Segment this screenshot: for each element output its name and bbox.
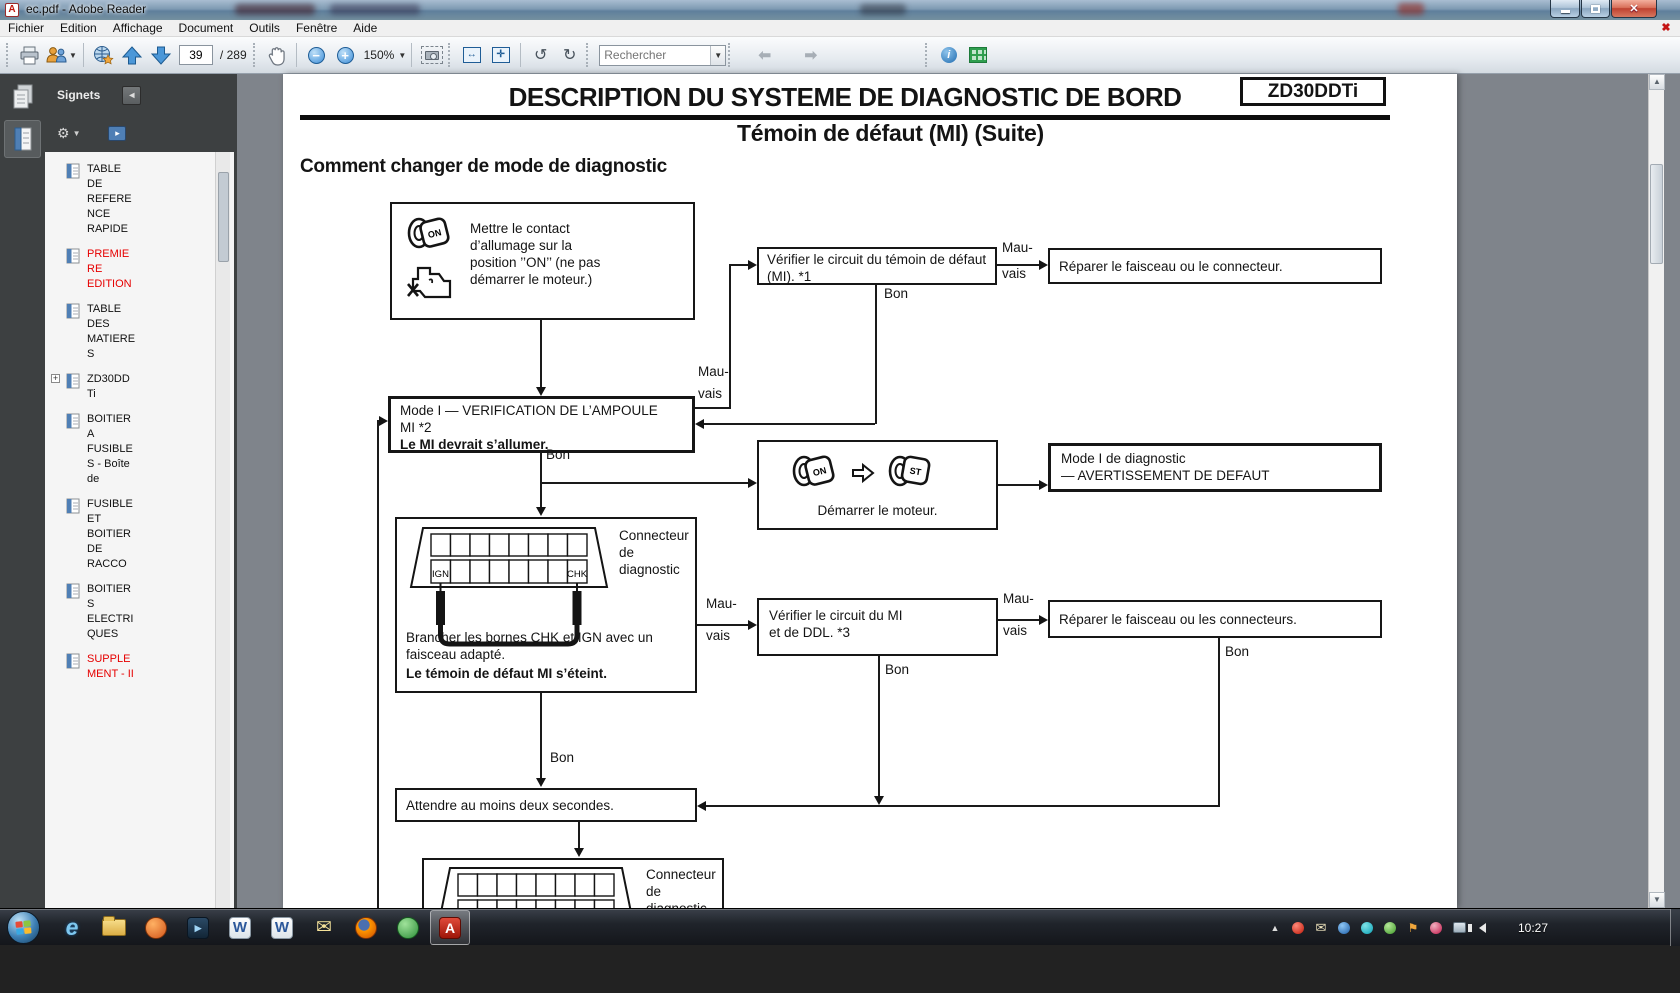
tray-volume-icon[interactable]: [1474, 920, 1490, 936]
bookmark-page-icon: [66, 498, 80, 514]
flow-box-start-engine: [757, 440, 998, 530]
toolbar-grip: [728, 43, 733, 67]
page-subtitle: Témoin de défaut (MI) (Suite): [737, 120, 1044, 146]
next-page-button[interactable]: [148, 42, 175, 69]
maximize-button[interactable]: [1581, 0, 1610, 18]
good-label: Bon: [885, 662, 910, 677]
taskbar-green-app[interactable]: [388, 909, 428, 946]
background-window-smudge: [235, 4, 315, 15]
bookmark-label: FUSIBLE ET BOITIER DE RACCO: [87, 498, 133, 570]
firefox-icon: [355, 917, 377, 939]
tray-skype-icon[interactable]: [1359, 920, 1375, 936]
bookmark-page-icon: [66, 248, 80, 264]
globe-document-icon: [92, 45, 114, 65]
key-on-icon: [791, 452, 835, 494]
scrollbar-thumb[interactable]: [1650, 164, 1663, 264]
bookmark-page-icon: [66, 583, 80, 599]
page-count-label: / 289: [219, 48, 247, 62]
green-app-icon: [397, 917, 419, 939]
bookmark-item[interactable]: [51, 412, 234, 487]
taskbar-mail[interactable]: [304, 909, 344, 946]
background-window-close-smudge: [1398, 3, 1424, 15]
close-button[interactable]: ✕: [1611, 0, 1657, 18]
flow-box-mode1: [388, 396, 695, 453]
flow-box-verify-mi: [757, 247, 997, 285]
toolbar-grip: [6, 43, 11, 67]
bookmark-page-icon: [66, 413, 80, 429]
bookmarks-panel-tab[interactable]: [4, 120, 41, 158]
bad-label: Mau-: [1003, 591, 1034, 606]
taskbar-clock[interactable]: 10:27: [1517, 920, 1548, 935]
bookmark-item[interactable]: [51, 582, 234, 642]
jumper-bold-text: Le témoin de défaut MI s’éteint.: [406, 666, 608, 681]
tray-mail-icon[interactable]: ✉: [1315, 919, 1327, 935]
taskbar-windows-explorer[interactable]: [94, 909, 134, 946]
bookmark-page-icon: [66, 373, 80, 389]
rotate-clockwise-icon: ↻: [563, 47, 577, 64]
pdf-page: [283, 74, 1457, 908]
toolbar-separator: [520, 43, 521, 67]
pin-chk-label: CHK: [566, 569, 588, 580]
good-label: Bon: [1225, 644, 1250, 659]
scroll-down-button[interactable]: ▼: [1649, 892, 1665, 908]
jumper-text: Brancher les bornes CHK et IGN avec un faisceau adapté.: [406, 630, 653, 662]
bookmark-item[interactable]: [51, 372, 234, 402]
zoom-out-icon: −: [308, 47, 325, 64]
dropdown-caret-icon: ▼: [69, 50, 77, 60]
camera-icon: [421, 46, 443, 64]
fit-width-icon: ↔: [463, 47, 481, 63]
expand-bookmark-icon[interactable]: +: [52, 373, 59, 383]
toolbar-separator: [296, 43, 297, 67]
tray-antivirus-icon[interactable]: [1290, 920, 1306, 936]
dark-app-icon: ▸: [187, 917, 209, 939]
flow-box-connector-2: [422, 858, 724, 908]
document-area: [237, 74, 1664, 908]
connector-caption-l1: Connecteur: [646, 867, 716, 882]
repair-connector-text: Réparer le faisceau ou le connecteur.: [1059, 258, 1283, 274]
hand-tool-button[interactable]: [263, 42, 290, 69]
menu-aide[interactable]: Aide: [353, 20, 378, 35]
menu-bar: [0, 20, 1680, 37]
flow-box-wait: [395, 788, 697, 822]
navigation-strip: [0, 74, 45, 908]
background-window-smudge: [860, 4, 906, 15]
bookmark-item[interactable]: [51, 652, 234, 682]
flow-box-repair-connector: [1048, 248, 1382, 284]
fit-page-button[interactable]: [487, 42, 514, 69]
search-box: [599, 45, 726, 66]
bookmark-label: PREMIERE EDITION: [87, 248, 132, 290]
internet-explorer-icon: e: [65, 914, 79, 940]
properties-info-button[interactable]: [935, 42, 962, 69]
connector-caption-l1: Connecteur: [619, 528, 689, 543]
section-title: Comment changer de mode de diagnostic: [300, 156, 667, 177]
pin-ign-label: IGN: [432, 569, 449, 580]
key-st-icon: [887, 452, 931, 494]
bookmark-page-icon: [66, 303, 80, 319]
bookmark-label: ZD30DDTi: [87, 373, 130, 400]
media-app-icon: [145, 917, 167, 939]
show-hidden-icons-button[interactable]: ▲: [1270, 922, 1280, 933]
toolbar-grip: [925, 43, 930, 67]
connector-caption-l2: de: [619, 545, 635, 560]
good-label: Bon: [550, 750, 575, 765]
connector-caption: [619, 527, 695, 578]
key-st-label: ST: [908, 465, 922, 478]
zoom-level-value[interactable]: 150%: [363, 48, 395, 62]
bad-label: Mau-: [698, 364, 729, 379]
connector-caption-l2: de: [646, 884, 662, 899]
info-icon: i: [941, 47, 957, 63]
taskbar: [0, 908, 1680, 945]
mode1-line1: Mode I — VERIFICATION DE L’AMPOULE MI *2: [400, 403, 658, 435]
system-tray: [1267, 909, 1490, 946]
tray-flag-icon[interactable]: ⚑: [1407, 920, 1419, 935]
document-scrollbar[interactable]: [1648, 74, 1664, 908]
taskbar-firefox[interactable]: [346, 909, 386, 946]
mode1-diag-line2: — AVERTISSEMENT DE DEFAUT: [1061, 468, 1270, 483]
menu-affichage[interactable]: Affichage: [112, 20, 163, 35]
tray-alert-icon[interactable]: [1428, 920, 1444, 936]
flow-box-verify-ddl: [757, 598, 998, 656]
taskbar-word-2[interactable]: [262, 909, 302, 946]
taskbar-word-1[interactable]: [220, 909, 260, 946]
repair-connectors-text: Réparer le faisceau ou les connecteurs.: [1059, 611, 1297, 627]
tray-messenger-icon[interactable]: [1336, 920, 1352, 936]
flow-box-repair-connectors: [1048, 600, 1382, 638]
zoom-out-button[interactable]: [303, 42, 330, 69]
goto-current-bookmark-button[interactable]: ▸: [108, 126, 126, 141]
bookmark-item[interactable]: [51, 497, 234, 572]
toolbar: [0, 37, 1680, 74]
pages-icon: [12, 84, 34, 110]
collaborate-button[interactable]: [45, 42, 77, 69]
scroll-up-button[interactable]: ▲: [1649, 74, 1665, 90]
scrollbar-thumb[interactable]: [218, 172, 229, 262]
arrow-up-icon: [122, 46, 142, 65]
bookmark-label: SUPPLEMENT - II: [87, 653, 134, 680]
bad-label: Mau-: [1002, 240, 1033, 255]
bookmark-label: TABLE DE REFERENCE RAPIDE: [87, 163, 132, 235]
connector-caption-l3: diagnostic: [619, 562, 680, 577]
ignition-key-on-icon: [406, 214, 450, 256]
panel-header: [45, 74, 237, 116]
bookmarks-icon: [12, 126, 34, 152]
pages-panel-tab[interactable]: [4, 78, 41, 116]
printer-icon: [19, 46, 40, 65]
folder-icon: [102, 919, 126, 936]
flow-box-ignition: [390, 202, 695, 320]
print-button[interactable]: [16, 42, 43, 69]
options-caret-icon[interactable]: ▼: [72, 128, 81, 138]
zoom-dropdown-caret-icon[interactable]: ▼: [398, 50, 407, 60]
wait-text: Attendre au moins deux secondes.: [406, 797, 614, 813]
hand-icon: [267, 45, 286, 66]
zoom-in-icon: +: [337, 47, 354, 64]
transition-arrow-icon: [851, 462, 875, 488]
measuring-grid-icon: [969, 47, 987, 63]
window-title: ec.pdf - Adobe Reader: [26, 2, 147, 16]
model-badge: ZD30DDTi: [1240, 77, 1386, 106]
verify-ddl-line2: et de DDL. *3: [769, 625, 851, 640]
good-label: Bon: [546, 447, 571, 462]
tray-network-icon[interactable]: [1451, 920, 1467, 936]
bookmark-label: TABLE DES MATIERES: [87, 303, 136, 360]
background-window-smudge: [330, 4, 420, 15]
minimize-button[interactable]: [1550, 0, 1580, 18]
start-engine-text: Démarrer le moteur.: [817, 503, 938, 518]
word-icon: W: [229, 917, 251, 939]
bookmark-page-icon: [66, 653, 80, 669]
taskbar-media-app[interactable]: [136, 909, 176, 946]
previous-page-button[interactable]: [119, 42, 146, 69]
bookmark-page-icon: [66, 163, 80, 179]
forward-arrow-icon: ➡: [804, 47, 818, 64]
start-button[interactable]: [7, 911, 40, 944]
bookmarks-panel: [45, 74, 237, 908]
verify-mi-text: Vérifier le circuit du témoin de défaut (MI). *1: [767, 252, 987, 284]
bookmark-label: BOITIERS ELECTRIQUES: [87, 583, 134, 640]
search-input[interactable]: [600, 47, 710, 64]
search-dropdown-caret-icon[interactable]: ▼: [710, 46, 725, 65]
menu-fichier[interactable]: Fichier: [8, 20, 45, 35]
panel-toolbar: [45, 116, 237, 150]
arrow-down-icon: [151, 46, 171, 65]
bookmark-label: BOITIER A FUSIBLES - Boîte de: [87, 413, 133, 485]
close-document-icon[interactable]: ✖: [1661, 22, 1671, 34]
view-forward-button[interactable]: [797, 42, 824, 69]
bookmarks-scrollbar[interactable]: [215, 152, 230, 908]
snapshot-button[interactable]: [418, 42, 445, 69]
zoom-in-button[interactable]: [332, 42, 359, 69]
taskbar-adobe-reader-active[interactable]: [430, 910, 470, 945]
flow-box-mode1-diagnostic: [1048, 443, 1382, 492]
menu-edition[interactable]: Edition: [60, 20, 97, 35]
ignition-text: Mettre le contact d’allumage sur la position ’’ON’’ (ne pas démarrer le moteur.): [470, 221, 601, 287]
adobe-reader-app-icon: A: [5, 3, 19, 17]
bad-label: vais: [1002, 266, 1027, 281]
bad-label: vais: [698, 386, 723, 401]
taskbar-internet-explorer[interactable]: [52, 909, 92, 946]
fit-width-button[interactable]: [458, 42, 485, 69]
bad-label: vais: [706, 628, 731, 643]
view-back-button[interactable]: [751, 42, 778, 69]
bookmark-item[interactable]: [51, 247, 234, 292]
analysis-button[interactable]: [964, 42, 991, 69]
window-titlebar[interactable]: [0, 0, 1680, 20]
key-on-label: ON: [426, 227, 443, 241]
rotate-counterclockwise-icon: ↺: [534, 47, 548, 64]
toolbar-grip: [586, 43, 591, 67]
page-number-input[interactable]: [179, 45, 213, 65]
envelope-icon: ✉: [316, 917, 332, 938]
bad-label: Mau-: [706, 596, 737, 611]
gear-icon[interactable]: ⚙: [57, 124, 70, 141]
adobe-reader-icon: A: [439, 917, 461, 939]
menu-outils[interactable]: Outils: [249, 20, 280, 35]
good-label: Bon: [884, 286, 909, 301]
flow-box-connector: [395, 517, 697, 693]
mode1-line2: Le MI devrait s’allumer.: [400, 437, 549, 452]
windows-logo-icon: [15, 920, 32, 936]
verify-ddl-line1: Vérifier le circuit du MI: [769, 608, 903, 623]
menu-fenetre[interactable]: Fenêtre: [295, 20, 338, 35]
collapse-panel-button[interactable]: ◂: [122, 86, 141, 105]
toolbar-separator: [411, 43, 412, 67]
main-area: [0, 74, 1680, 908]
collaborate-icon: [45, 46, 67, 64]
bookmarks-list: [45, 152, 234, 908]
mode1-diag-line1: Mode I de diagnostic: [1061, 451, 1186, 466]
rotate-ccw-button[interactable]: [527, 42, 554, 69]
bad-label: vais: [1003, 623, 1028, 638]
toolbar-grip: [448, 43, 453, 67]
tray-update-icon[interactable]: [1382, 920, 1398, 936]
bookmark-item[interactable]: [51, 162, 234, 237]
toolbar-grip: [253, 43, 258, 67]
rotate-cw-button[interactable]: [556, 42, 583, 69]
panel-title: Signets: [57, 88, 101, 102]
key-on-label: ON: [811, 465, 828, 479]
bookmark-item[interactable]: [51, 302, 234, 362]
taskbar-dark-app[interactable]: [178, 909, 218, 946]
engine-crossed-icon: [402, 260, 454, 310]
word-icon: W: [271, 917, 293, 939]
back-arrow-icon: ⬅: [758, 47, 772, 64]
menu-document[interactable]: Document: [178, 20, 234, 35]
toolbar-separator: [83, 43, 84, 67]
fit-page-icon: ✛: [492, 47, 510, 63]
show-desktop-button[interactable]: [1670, 909, 1680, 946]
page-title: DESCRIPTION DU SYSTEME DE DIAGNOSTIC DE BORD: [508, 82, 1182, 112]
share-review-button[interactable]: [90, 42, 117, 69]
